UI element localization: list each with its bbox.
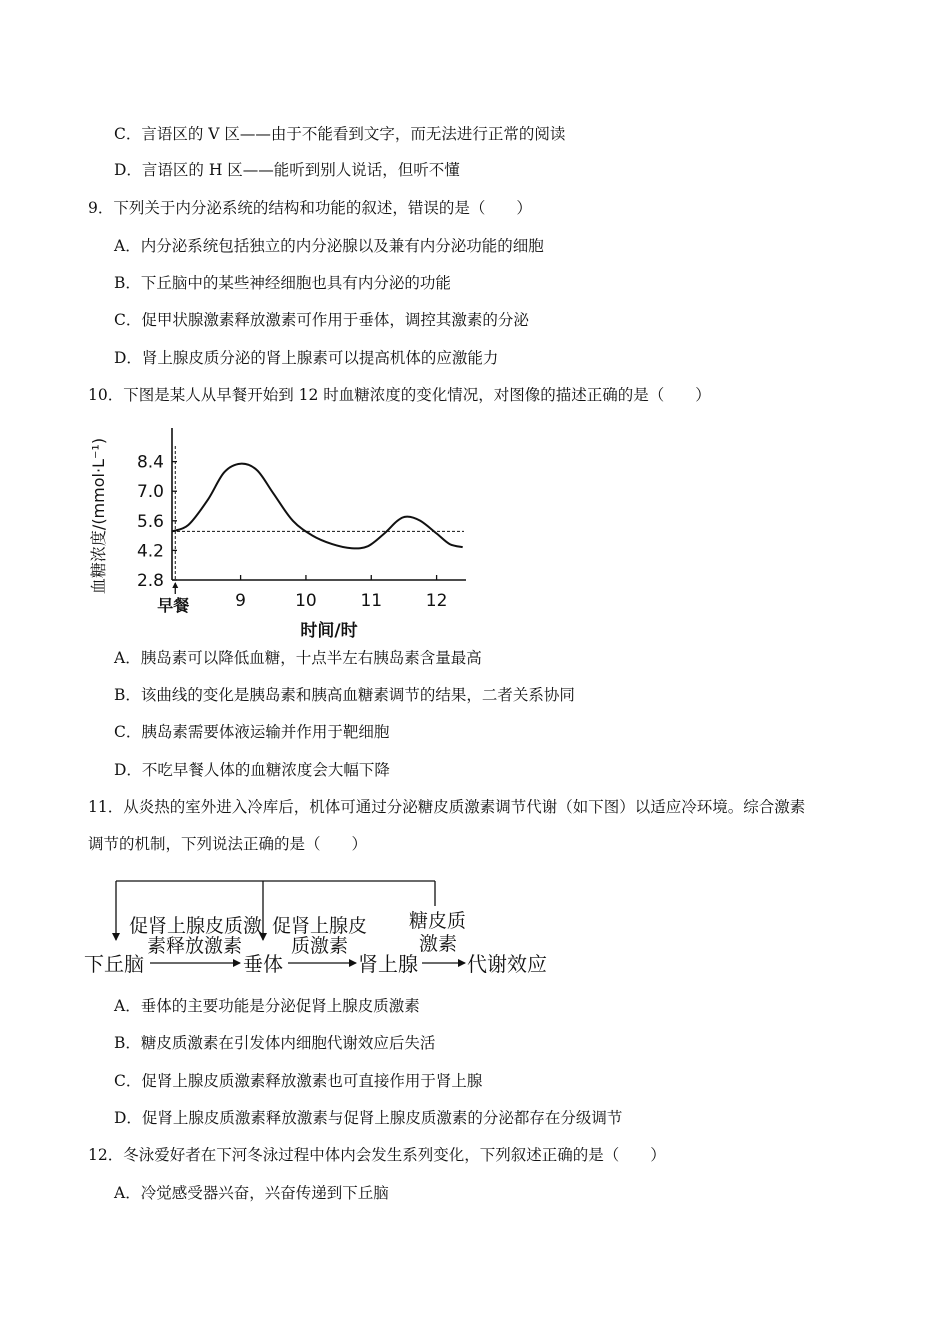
line-q10b: B．该曲线的变化是胰岛素和胰高血糖素调节的结果，二者关系协同 [114, 686, 575, 704]
y-tick-label: 2.8 [136, 571, 164, 591]
edge3-label-line2: 激素 [419, 933, 458, 955]
line-q8d: D．言语区的 H 区——能听到别人说话，但听不懂 [114, 161, 460, 179]
edge1-label-line2: 素释放激素 [147, 935, 243, 957]
line-q11d: D．促肾上腺皮质激素释放激素与促肾上腺皮质激素的分泌都存在分级调节 [114, 1109, 623, 1127]
question-12: 12．冬泳爱好者在下河冬泳过程中体内会发生系列变化，下列叙述正确的是（ ） [88, 1146, 666, 1164]
question-11-line2: 调节的机制，下列说法正确的是（ ） [88, 835, 368, 853]
line-q8c: C．言语区的 V 区——由于不能看到文字，而无法进行正常的阅读 [114, 125, 566, 143]
x-tick-label: 11 [360, 591, 383, 611]
line-q9a: A．内分泌系统包括独立的内分泌腺以及兼有内分泌功能的细胞 [114, 237, 544, 255]
node-hypothalamus: 下丘脑 [84, 952, 144, 976]
hormone-regulation-diagram [82, 876, 562, 986]
edge2-label-line2: 质激素 [291, 935, 349, 957]
line-q11b: B．糖皮质激素在引发体内细胞代谢效应后失活 [114, 1034, 436, 1052]
blood-glucose-chart [88, 420, 468, 638]
edge1-label-line1: 促肾上腺皮质激 [129, 915, 263, 937]
x-tick-label: 12 [425, 591, 448, 611]
edge3-label-line1: 糖皮质 [409, 910, 467, 932]
line-q9c: C．促甲状腺激素释放激素可作用于垂体，调控其激素的分泌 [114, 311, 529, 329]
node-adrenal: 肾上腺 [358, 952, 418, 976]
y-tick-label: 8.4 [136, 452, 164, 473]
y-tick-label: 5.6 [136, 511, 164, 532]
line-q9d: D．肾上腺皮质分泌的肾上腺素可以提高机体的应激能力 [114, 349, 499, 367]
y-tick-label: 7.0 [136, 482, 164, 503]
line-q10d: D．不吃早餐人体的血糖浓度会大幅下降 [114, 761, 390, 779]
question-10: 10．下图是某人从早餐开始到 12 时血糖浓度的变化情况，对图像的描述正确的是（ ） [88, 386, 711, 404]
question-9: 9．下列关于内分泌系统的结构和功能的叙述，错误的是（ ） [88, 199, 532, 217]
line-q11c: C．促肾上腺皮质激素释放激素也可直接作用于肾上腺 [114, 1072, 483, 1090]
node-pituitary: 垂体 [243, 952, 283, 976]
line-q11a: A．垂体的主要功能是分泌促肾上腺皮质激素 [114, 997, 420, 1015]
line-q9b: B．下丘脑中的某些神经细胞也具有内分泌的功能 [114, 274, 451, 292]
line-q10c: C．胰岛素需要体液运输并作用于靶细胞 [114, 723, 390, 741]
line-q12a: A．冷觉感受器兴奋，兴奋传递到下丘脑 [114, 1184, 389, 1202]
x-tick-label: 10 [295, 591, 317, 611]
y-tick-label: 4.2 [136, 541, 164, 562]
line-q10a: A．胰岛素可以降低血糖，十点半左右胰岛素含量最高 [114, 649, 482, 667]
x-axis-label: 时间/时 [300, 621, 358, 638]
node-metabolic-effect: 代谢效应 [467, 952, 547, 976]
x-tick-label: 9 [235, 591, 247, 611]
edge2-label-line1: 促肾上腺皮 [272, 915, 368, 937]
breakfast-arrow-head [172, 582, 178, 588]
glucose-curve [172, 464, 463, 549]
breakfast-label: 早餐 [157, 596, 190, 615]
y-axis-label: 血糖浓度/(mmol·L⁻¹) [89, 437, 108, 595]
question-11-line1: 11．从炎热的室外进入冷库后，机体可通过分泌糖皮质激素调节代谢（如下图）以适应冷环境。综合激素 [88, 798, 806, 816]
